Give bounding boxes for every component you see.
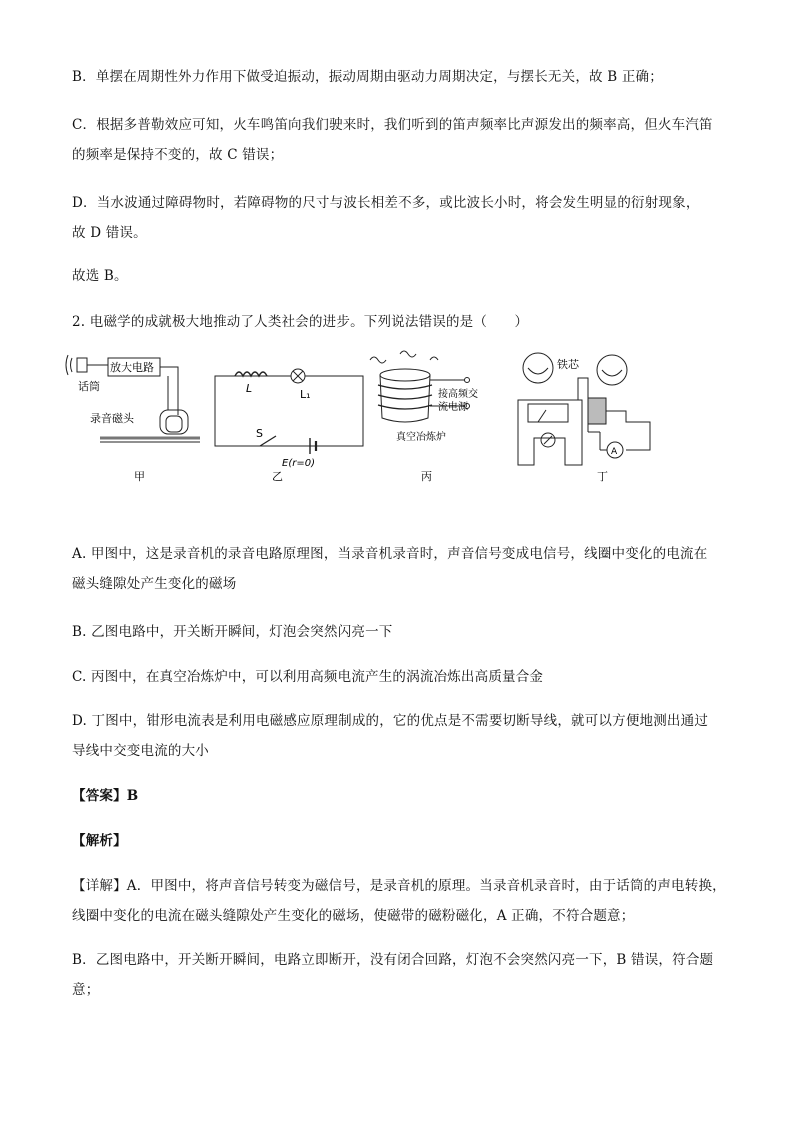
fig-jia-head-label: 录音磁头 <box>90 412 134 425</box>
option-d-line2: 导线中交变电流的大小 <box>72 743 209 759</box>
fig-ding-caption: 丁 <box>597 470 608 483</box>
text-line: 故选 B。 <box>72 268 128 284</box>
fig-bing-furnace-label: 真空冶炼炉 <box>396 432 446 443</box>
question-stem: 2. 电磁学的成就极大地推动了人类社会的进步。下列说法错误的是（ ） <box>72 314 529 330</box>
option-a-line1: A. 甲图中，这是录音机的录音电路原理图，当录音机录音时，声音信号变成电信号，线圈中变化的电流在 <box>72 546 708 562</box>
text-line: B．单摆在周期性外力作用下做受迫振动，振动周期由驱动力周期决定，与摆长无关，故 B 正确； <box>72 69 663 85</box>
fig-bing-caption: 丙 <box>421 470 432 483</box>
option-a-line2: 磁头缝隙处产生变化的磁场 <box>72 576 237 592</box>
fig-jia-mic-label: 话筒 <box>78 380 100 393</box>
fig-ding-ammeter-label: A <box>611 447 618 457</box>
analysis-title: 【解析】 <box>72 833 127 849</box>
text-line: 故 D 错误。 <box>72 225 147 241</box>
text-line: D．当水波通过障碍物时，若障碍物的尺寸与波长相差不多，或比波长小时，将会发生明显的衍射现象， <box>72 195 700 211</box>
fig-jia-caption: 甲 <box>134 470 145 483</box>
detail-line: 线圈中变化的电流在磁头缝隙处产生变化的磁场，使磁带的磁粉磁化，A 正确，不符合题意； <box>72 908 635 924</box>
detail-line: 意； <box>72 982 100 998</box>
fig-jia-amp-label: 放大电路 <box>110 361 154 374</box>
fig-bing-source-label-1: 接高频交 <box>438 389 478 400</box>
fig-yi-caption: 乙 <box>272 470 283 483</box>
answer: 【答案】B <box>72 788 139 804</box>
detail-line: 【详解】A．甲图中，将声音信号转变为磁信号，是录音机的原理。当录音机录音时，由于话筒的声电转换， <box>72 878 726 894</box>
figure-svg <box>60 340 660 490</box>
fig-yi-source-label: E(r=0) <box>282 458 315 469</box>
option-d-line1: D. 丁图中，钳形电流表是利用电磁感应原理制成的，它的优点是不需要切断导线，就可以方便地测出通过 <box>72 713 709 729</box>
text-line: 的频率是保持不变的，故 C 错误； <box>72 147 284 163</box>
fig-yi-lamp-label: L₁ <box>300 388 311 401</box>
detail-line: B．乙图电路中，开关断开瞬间，电路立即断开，没有闭合回路，灯泡不会突然闪亮一下，B 错误，符合题 <box>72 952 714 968</box>
fig-yi-switch-label: S <box>256 427 263 440</box>
text-line: C．根据多普勒效应可知，火车鸣笛向我们驶来时，我们听到的笛声频率比声源发出的频率高，但火车汽笛 <box>72 117 713 133</box>
option-c: C. 丙图中，在真空冶炼炉中，可以利用高频电流产生的涡流冶炼出高质量合金 <box>72 669 544 685</box>
fig-bing-source-label-2: 流电源 <box>438 402 468 413</box>
figure-diagrams <box>60 340 660 490</box>
option-b: B. 乙图电路中，开关断开瞬间，灯泡会突然闪亮一下 <box>72 624 393 640</box>
fig-ding-core-label: 铁芯 <box>557 358 579 371</box>
fig-yi-inductor-label: L <box>246 382 253 395</box>
